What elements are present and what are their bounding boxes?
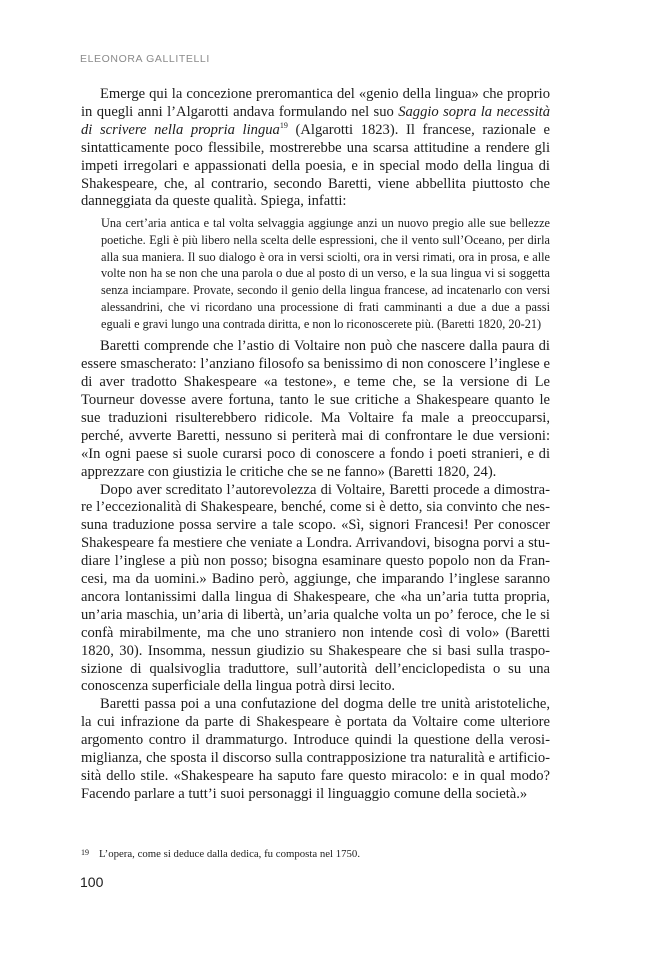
paragraph-3: Dopo aver screditato l’autorevolezza di Voltaire, Baretti procede a dimostrare l’eccezionalità di Shakespeare, benché, come si è detto, sia convinto che nessuna traduzione possa servire a tale scopo. «Sì, signori Francesi! Per conoscer Shakespeare fa mestiere che veniate a Londra. Arrivandovi, bisogna porvi a studiare l’inglese a più non posso; bisogna esaminare questo popolo non da Francesi, ma da uomini.» Badino però, aggiunge, che imparando l’inglese saranno ancora lontanissimi dalla lingua di Shakespeare, che «ha un’aria tutta propria, un’aria maschia, un’aria di libertà, un’aria qualche volta un po’ feroce, che le si confà mirabilmente, ma che uno straniero non intende così di volo» (Baretti 1820, 30). Insomma, nessun giudizio su Shakespeare che si basi sulla trasposizione di qualsivoglia traduttore, sull’autorità dell’enciclopedista o su una conoscenza superficiale della lingua potrà dirsi lecito. — [81, 481, 550, 695]
footnote — [81, 848, 550, 860]
running-head: ELEONORA GALLITELLI — [80, 53, 210, 65]
footnote-number: 19 — [81, 848, 89, 857]
page-number: 100 — [80, 874, 104, 890]
footnote-reference[interactable]: 19 — [279, 120, 288, 130]
book-title-italic: Saggio sopra la necessità di scrivere nella propria lingua — [81, 103, 550, 138]
paragraph-2: Baretti comprende che l’astio di Voltaire non può che nascere dalla paura di essere smascherato: l’anziano filosofo sa benissimo di non conoscere l’inglese e di aver tradotto Shakespeare «a testone», e teme che, se la versione di Le Tourneur dovesse avere fortuna, tanto le sue critiche a Shakespeare quanto le sue traduzioni risulterebbero ridicole. Ma Voltaire fa male a preoccuparsi, perché, avverte Baretti, nessuno si periterà mai di confrontare le due versioni: «In ogni paese si suole curarsi poco di conoscere a fondo i poeti stranieri, e di apprezzare con giustizia le critiche che se ne fanno» (Baretti 1820, 24). — [81, 338, 550, 480]
body-text — [81, 86, 550, 804]
paragraph-1 — [81, 86, 550, 211]
footnote-text: L’opera, come si deduce dalla dedica, fu composta nel 1750. — [99, 848, 361, 860]
paragraph-4: Baretti passa poi a una confutazione del dogma delle tre unità aristoteliche, la cui infrazione da parte di Shakespeare è portata da Voltaire come ulteriore argomento contro il drammaturgo. Introduce quindi la questione della verosimiglianza, che sposta il discorso sulla contrapposizione tra naturalità e artificiosità dello stile. «Shakespeare ha saputo fare questo miracolo: e in qual modo? Facendo parlare a tutt’i suoi personaggi il linguaggio comune della società.» — [81, 696, 550, 802]
paragraph-1-text-b: (Algarotti 1823). Il francese, razionale e sintatticamente poco flessibile, mostrerebbe una scarsa attitudine a rendere gli impeti irregolari e appassionati della poesia, e in special modo della lingua di Shakespeare, che, al contrario, secondo Baretti, viene abbellita piuttosto che danneggiata da queste qualità. Spiega, infatti: — [81, 121, 550, 210]
paragraph-1-text-a: Emerge qui la concezione preromantica del «genio della lingua» che proprio in quegli anni l’Algarotti andava formulando nel suo — [81, 86, 550, 120]
block-quote: Una cert’aria antica e tal volta selvaggia aggiunge anzi un nuovo pregio alle sue bellezze poetiche. Egli è più libero nella scelta delle espressioni, che il vento sull’Oceano, per dirla alla sua maniera. Il suo dialogo è ora in versi sciolti, ora in versi rimati, ora in prosa, e alle volte non ha se non che una parola o due al posto di un verso, e la sua lingua vi si soggetta senza inciampare. Provate, secondo il genio della lingua francese, ad incatenarlo con versi alessandrini, che vi ricordano una processione di frati camminanti a due a due a passi eguali e gravi lungo una contrada diritta, e non lo riconoscerete più. (Baretti 1820, 20-21) — [101, 216, 550, 331]
